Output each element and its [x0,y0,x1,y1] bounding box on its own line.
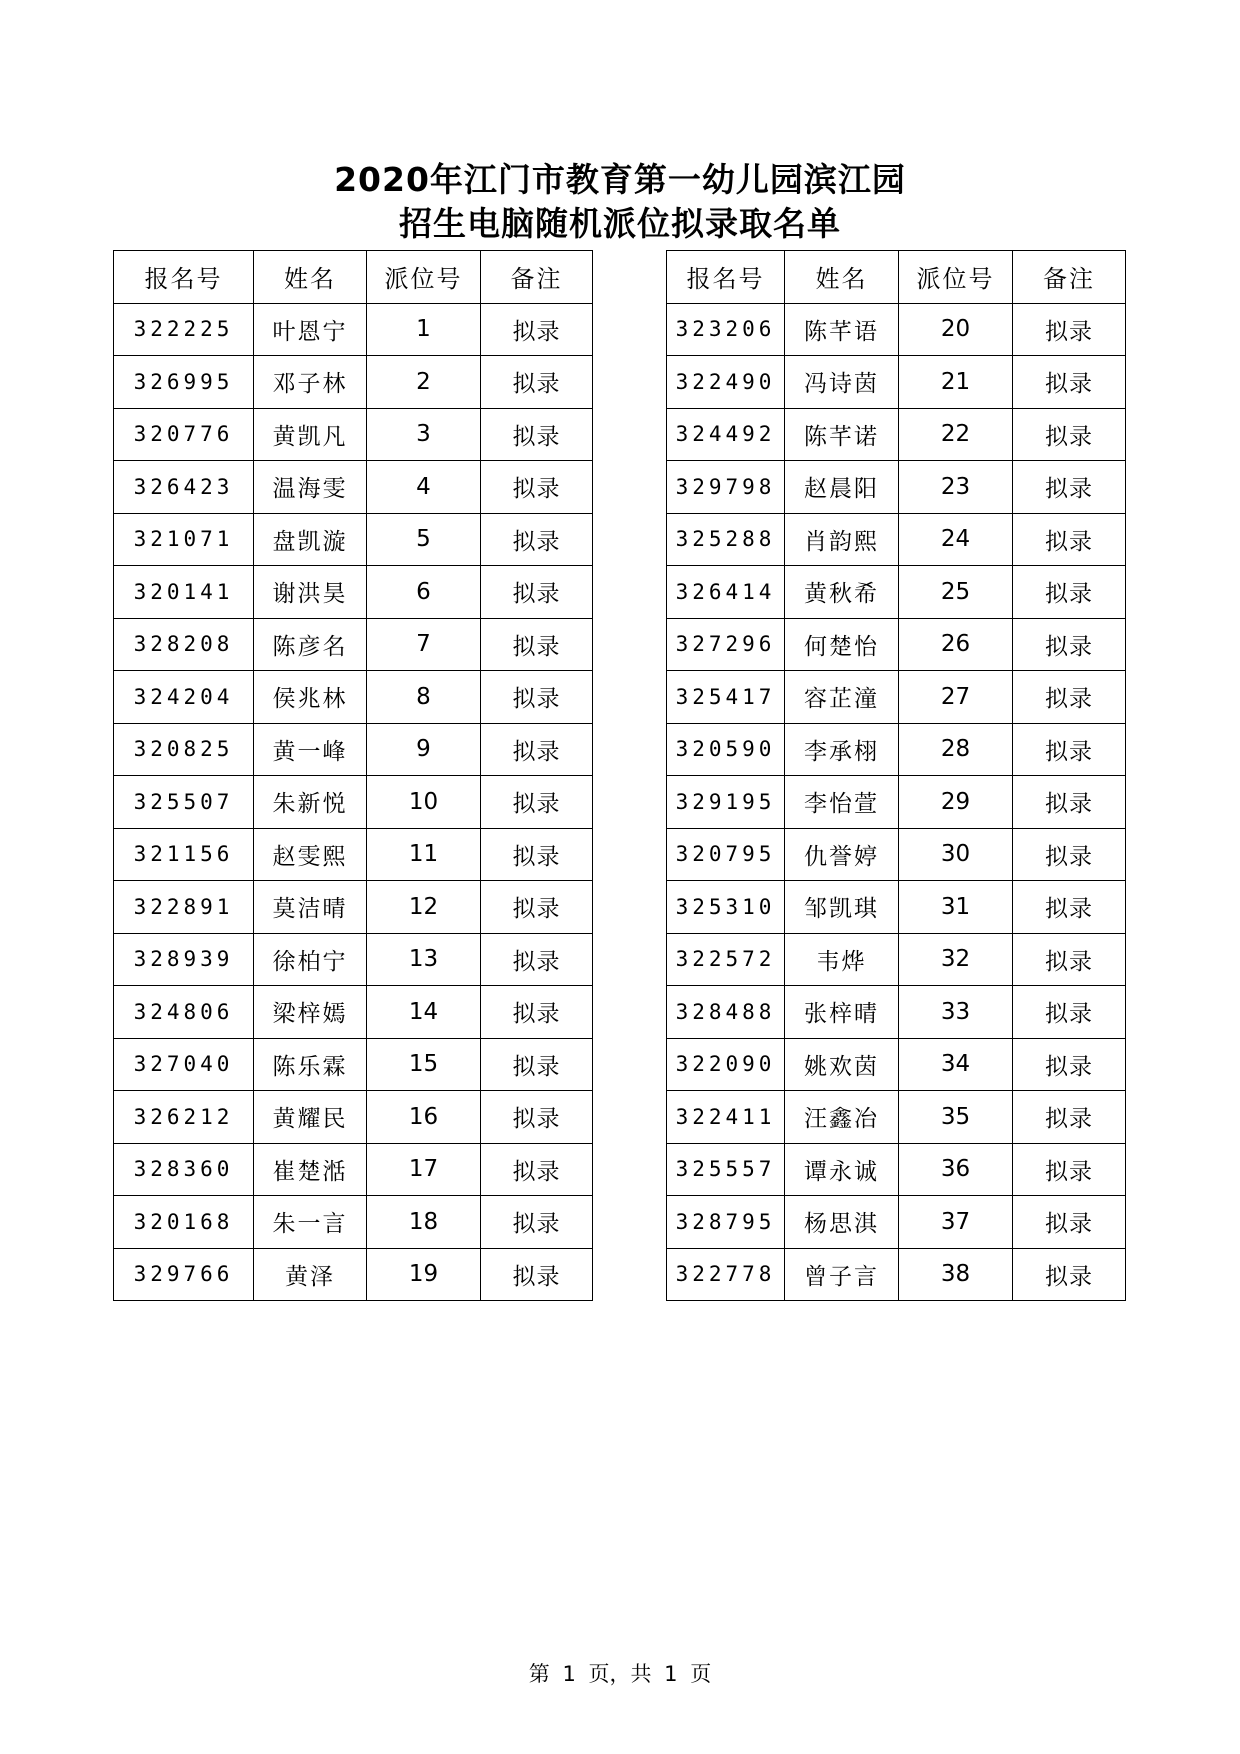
lottery-number-cell: 17 [367,1143,481,1196]
lottery-number-cell: 18 [367,1196,481,1249]
student-name-cell: 莫洁晴 [254,881,367,934]
lottery-number-cell: 5 [367,513,481,566]
remark-cell: 拟录 [481,408,593,461]
table-row [114,671,593,724]
registration-number-cell: 324204 [114,671,254,724]
student-name-cell: 黄凯凡 [254,408,367,461]
student-name-cell: 张梓晴 [785,986,899,1039]
student-name-cell: 谭永诚 [785,1143,899,1196]
registration-number-cell: 325310 [667,881,785,934]
registration-number-cell: 320168 [114,1196,254,1249]
header-lottery-number: 派位号 [367,251,481,304]
remark-cell: 拟录 [1013,671,1126,724]
lottery-number-cell: 15 [367,1038,481,1091]
remark-cell: 拟录 [481,723,593,776]
table-row [114,933,593,986]
registration-number-cell: 325417 [667,671,785,724]
remark-cell: 拟录 [481,1143,593,1196]
registration-number-cell: 326212 [114,1091,254,1144]
page-footer: 第 1 页，共 1 页 [528,1662,712,1686]
remark-cell: 拟录 [481,303,593,356]
table-row [114,356,593,409]
lottery-number-cell: 34 [899,1038,1013,1091]
student-name-cell: 盘凯漩 [254,513,367,566]
header-registration-number: 报名号 [667,251,785,304]
registration-number-cell: 325557 [667,1143,785,1196]
table-row [667,566,1126,619]
remark-cell: 拟录 [481,566,593,619]
table-row [114,723,593,776]
table-row [114,618,593,671]
remark-cell: 拟录 [481,776,593,829]
lottery-number-cell: 32 [899,933,1013,986]
lottery-number-cell: 2 [367,356,481,409]
table-row [667,1091,1126,1144]
student-name-cell: 黄秋希 [785,566,899,619]
table-row [114,408,593,461]
lottery-number-cell: 13 [367,933,481,986]
registration-number-cell: 320776 [114,408,254,461]
table-body-left [114,303,593,1301]
lottery-number-cell: 4 [367,461,481,514]
student-name-cell: 黄泽 [254,1248,367,1301]
remark-cell: 拟录 [1013,513,1126,566]
lottery-number-cell: 14 [367,986,481,1039]
student-name-cell: 李怡萱 [785,776,899,829]
remark-cell: 拟录 [481,618,593,671]
student-name-cell: 何楚怡 [785,618,899,671]
lottery-number-cell: 7 [367,618,481,671]
student-name-cell: 赵晨阳 [785,461,899,514]
table-row [114,776,593,829]
student-name-cell: 叶恩宁 [254,303,367,356]
registration-number-cell: 325507 [114,776,254,829]
student-name-cell: 陈芊诺 [785,408,899,461]
registration-number-cell: 326995 [114,356,254,409]
lottery-number-cell: 28 [899,723,1013,776]
remark-cell: 拟录 [481,986,593,1039]
remark-cell: 拟录 [1013,618,1126,671]
student-name-cell: 韦烨 [785,933,899,986]
lottery-number-cell: 24 [899,513,1013,566]
lottery-number-cell: 27 [899,671,1013,724]
student-name-cell: 侯兆林 [254,671,367,724]
table-row [667,828,1126,881]
registration-number-cell: 322090 [667,1038,785,1091]
remark-cell: 拟录 [1013,408,1126,461]
remark-cell: 拟录 [481,1038,593,1091]
table-row [667,1143,1126,1196]
registration-number-cell: 322490 [667,356,785,409]
table-row [667,356,1126,409]
remark-cell: 拟录 [481,461,593,514]
remark-cell: 拟录 [1013,1248,1126,1301]
table-row [667,1248,1126,1301]
registration-number-cell: 329798 [667,461,785,514]
registration-number-cell: 324492 [667,408,785,461]
remark-cell: 拟录 [1013,776,1126,829]
registration-number-cell: 321156 [114,828,254,881]
student-name-cell: 曾子言 [785,1248,899,1301]
remark-cell: 拟录 [1013,881,1126,934]
student-name-cell: 容芷潼 [785,671,899,724]
student-name-cell: 徐柏宁 [254,933,367,986]
remark-cell: 拟录 [1013,566,1126,619]
registration-number-cell: 329766 [114,1248,254,1301]
student-name-cell: 冯诗茵 [785,356,899,409]
lottery-number-cell: 9 [367,723,481,776]
table-row [114,1091,593,1144]
admission-table-right [666,250,1126,1301]
student-name-cell: 汪鑫冶 [785,1091,899,1144]
table-row [667,881,1126,934]
registration-number-cell: 325288 [667,513,785,566]
registration-number-cell: 322411 [667,1091,785,1144]
student-name-cell: 朱一言 [254,1196,367,1249]
student-name-cell: 肖韵熙 [785,513,899,566]
table-row [667,723,1126,776]
header-name: 姓名 [254,251,367,304]
remark-cell: 拟录 [481,828,593,881]
remark-cell: 拟录 [481,933,593,986]
table-row [114,566,593,619]
registration-number-cell: 329195 [667,776,785,829]
registration-number-cell: 328488 [667,986,785,1039]
registration-number-cell: 326414 [667,566,785,619]
remark-cell: 拟录 [481,1091,593,1144]
lottery-number-cell: 19 [367,1248,481,1301]
lottery-number-cell: 12 [367,881,481,934]
lottery-number-cell: 33 [899,986,1013,1039]
registration-number-cell: 320590 [667,723,785,776]
student-name-cell: 温海雯 [254,461,367,514]
remark-cell: 拟录 [1013,1038,1126,1091]
student-name-cell: 邓子林 [254,356,367,409]
table-row [667,776,1126,829]
student-name-cell: 梁梓嫣 [254,986,367,1039]
remark-cell: 拟录 [1013,303,1126,356]
remark-cell: 拟录 [481,881,593,934]
registration-number-cell: 322225 [114,303,254,356]
lottery-number-cell: 37 [899,1196,1013,1249]
student-name-cell: 陈芊语 [785,303,899,356]
student-name-cell: 黄一峰 [254,723,367,776]
admission-table-left [113,250,593,1301]
remark-cell: 拟录 [1013,723,1126,776]
student-name-cell: 赵雯熙 [254,828,367,881]
remark-cell: 拟录 [1013,986,1126,1039]
student-name-cell: 邹凯琪 [785,881,899,934]
lottery-number-cell: 31 [899,881,1013,934]
table-row [114,986,593,1039]
table-row [667,461,1126,514]
registration-number-cell: 322778 [667,1248,785,1301]
header-registration-number: 报名号 [114,251,254,304]
table-header-row [114,251,593,304]
registration-number-cell: 321071 [114,513,254,566]
student-name-cell: 崔楚湉 [254,1143,367,1196]
table-row [667,513,1126,566]
lottery-number-cell: 3 [367,408,481,461]
student-name-cell: 朱新悦 [254,776,367,829]
student-name-cell: 李承栩 [785,723,899,776]
table-row [667,303,1126,356]
table-row [114,1143,593,1196]
table-row [667,1038,1126,1091]
table-row [114,1248,593,1301]
header-remark: 备注 [481,251,593,304]
lottery-number-cell: 22 [899,408,1013,461]
remark-cell: 拟录 [481,513,593,566]
registration-number-cell: 328795 [667,1196,785,1249]
lottery-number-cell: 16 [367,1091,481,1144]
student-name-cell: 黄耀民 [254,1091,367,1144]
table-row [114,461,593,514]
remark-cell: 拟录 [1013,933,1126,986]
table-row [114,828,593,881]
table-row [667,671,1126,724]
registration-number-cell: 326423 [114,461,254,514]
page-title-line-1: 2020年江门市教育第一幼儿园滨江园 [334,160,906,199]
student-name-cell: 谢洪昊 [254,566,367,619]
remark-cell: 拟录 [1013,461,1126,514]
lottery-number-cell: 38 [899,1248,1013,1301]
remark-cell: 拟录 [1013,356,1126,409]
student-name-cell: 杨思淇 [785,1196,899,1249]
student-name-cell: 陈彦名 [254,618,367,671]
registration-number-cell: 327040 [114,1038,254,1091]
remark-cell: 拟录 [1013,1091,1126,1144]
table-row [114,303,593,356]
lottery-number-cell: 36 [899,1143,1013,1196]
lottery-number-cell: 10 [367,776,481,829]
registration-number-cell: 324806 [114,986,254,1039]
lottery-number-cell: 35 [899,1091,1013,1144]
lottery-number-cell: 23 [899,461,1013,514]
lottery-number-cell: 20 [899,303,1013,356]
table-row [667,986,1126,1039]
table-row [667,1196,1126,1249]
student-name-cell: 姚欢茵 [785,1038,899,1091]
lottery-number-cell: 6 [367,566,481,619]
header-remark: 备注 [1013,251,1126,304]
registration-number-cell: 323206 [667,303,785,356]
table-row [667,618,1126,671]
lottery-number-cell: 21 [899,356,1013,409]
header-name: 姓名 [785,251,899,304]
lottery-number-cell: 11 [367,828,481,881]
remark-cell: 拟录 [481,1248,593,1301]
student-name-cell: 仇誉婷 [785,828,899,881]
lottery-number-cell: 1 [367,303,481,356]
remark-cell: 拟录 [1013,828,1126,881]
remark-cell: 拟录 [1013,1143,1126,1196]
table-row [114,1038,593,1091]
lottery-number-cell: 8 [367,671,481,724]
registration-number-cell: 320825 [114,723,254,776]
registration-number-cell: 320141 [114,566,254,619]
lottery-number-cell: 29 [899,776,1013,829]
remark-cell: 拟录 [481,1196,593,1249]
registration-number-cell: 328208 [114,618,254,671]
table-row [114,1196,593,1249]
table-row [114,881,593,934]
registration-number-cell: 328939 [114,933,254,986]
lottery-number-cell: 26 [899,618,1013,671]
header-lottery-number: 派位号 [899,251,1013,304]
table-row [667,408,1126,461]
registration-number-cell: 322572 [667,933,785,986]
page-title-line-2: 招生电脑随机派位拟录取名单 [399,204,841,243]
remark-cell: 拟录 [481,356,593,409]
lottery-number-cell: 30 [899,828,1013,881]
student-name-cell: 陈乐霖 [254,1038,367,1091]
registration-number-cell: 320795 [667,828,785,881]
registration-number-cell: 322891 [114,881,254,934]
registration-number-cell: 328360 [114,1143,254,1196]
registration-number-cell: 327296 [667,618,785,671]
remark-cell: 拟录 [1013,1196,1126,1249]
table-header-row [667,251,1126,304]
table-row [667,933,1126,986]
lottery-number-cell: 25 [899,566,1013,619]
table-row [114,513,593,566]
table-body-right [667,303,1126,1301]
remark-cell: 拟录 [481,671,593,724]
